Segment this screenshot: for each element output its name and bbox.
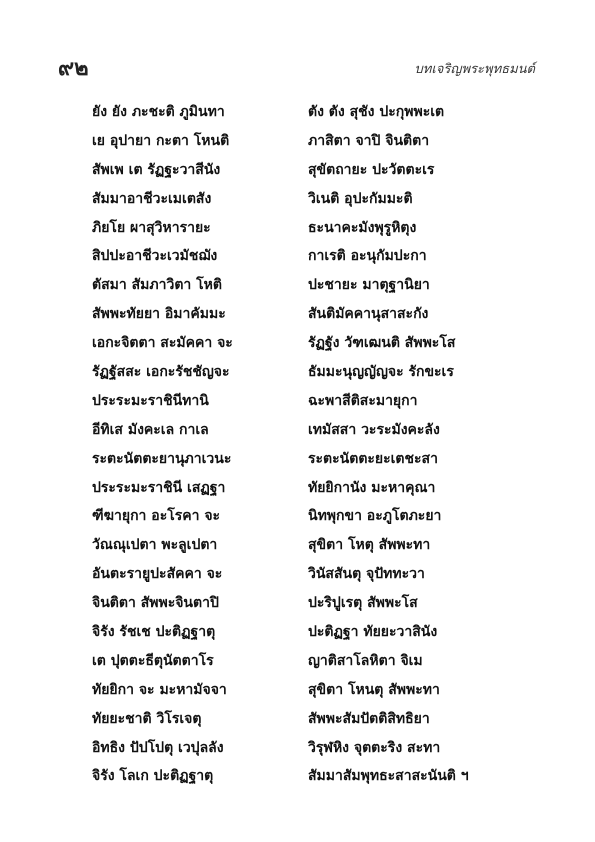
verse-line: ระตะนัตตะยานุภาเวนะ — [92, 450, 232, 467]
verse-line: ทัยยะชาติ วิโรเจตุ — [92, 710, 202, 727]
verse-line: ภิยโย ผาสุวิหารายะ — [92, 219, 211, 236]
verse-line: ตัสมา สัมภาวิตา โหติ — [92, 277, 222, 294]
verse-line: เต ปุตตะธีตุนัตตาโร — [92, 652, 214, 669]
verse-line: ฉะพาสีติสะมายุกา — [308, 392, 418, 409]
running-header: บทเจริญพระพุทธมนต์ — [414, 62, 535, 77]
verse-line: สัพพะทัยยา อิมาคัมมะ — [92, 306, 226, 323]
verse-line: สัพพะสัมปัตติสิทธิยา — [308, 710, 430, 727]
verse-line: อีทิเส มังคะเล กาเล — [92, 421, 209, 438]
verse-line: ปะชายะ มาตุฐานิยา — [308, 277, 430, 294]
verse-line: จินติตา สัพพะจินตาปิ — [92, 595, 219, 612]
verse-line: จิรัง โลเก ปะติฏฐาตุ — [92, 768, 214, 785]
verse-line: ภาสิตา จาปิ จินติตา — [308, 132, 430, 149]
verse-line: เทมัสสา วะระมังคะลัง — [308, 421, 440, 438]
verse-line: สิปปะอาชีวะเวมัชฌัง — [92, 248, 218, 265]
verse-line: วัณณุเปตา พะลูเปตา — [92, 537, 218, 554]
verse-line: ปะริปูเรตุ สัพพะโส — [308, 595, 418, 612]
verse-line: วินัสสันตุ จุปัททะวา — [308, 566, 425, 583]
verse-line: รัฏฐัสสะ เอกะรัชชัญจะ — [92, 364, 230, 381]
verse-line: ประระมะราชินี เสฏฐา — [92, 479, 226, 496]
verse-line: อิทธิง ปัปโปตุ เวปุลลัง — [92, 739, 224, 756]
verse-line: กาเรติ อะนุกัมปะกา — [308, 248, 427, 265]
page-number: ๙๒ — [58, 56, 89, 81]
verse-line: ตัง ตัง สุชัง ปะกุพพะเต — [308, 104, 445, 120]
verse-line: ทัยยิกานัง มะหาคุณา — [308, 479, 436, 496]
verse-line: รัฏฐัง วัฑเฒนติ สัพพะโส — [308, 335, 456, 352]
verse-line: วิรุฬหิง จุตตะริง สะทา — [308, 739, 441, 756]
verse-line: ปะติฏฐา ทัยยะวาสินัง — [308, 624, 438, 641]
verse-line: ญาติสาโลหิตา จิเม — [308, 652, 423, 669]
verse-line: นิทพุกขา อะภูโตภะยา — [308, 508, 442, 525]
verse-line: ประระมะราชินีทานิ — [92, 392, 209, 409]
verse-line: เย อุปายา กะตา โหนติ — [92, 132, 230, 149]
verse-line: สัมมาอาชีวะเมเตสัง — [92, 190, 212, 207]
verse-line: อันตะรายูปะสัคคา จะ — [92, 566, 223, 583]
verse-line: ระตะนัตตะยะเตชะสา — [308, 450, 438, 467]
verse-line: ธะนาคะมังพุรูหิตุง — [308, 219, 417, 236]
verse-line: ธัมมะนุญญัญจะ รักขะเร — [308, 364, 454, 381]
verse-column-left — [92, 98, 302, 791]
verse-line: สุขิตา โหนตุ สัพพะทา — [308, 681, 440, 698]
verse-line: จิรัง รัชเช ปะติฏฐาตุ — [92, 624, 216, 641]
verse-line: สัมมาสัมพุทธะสาสะนันติ ฯ — [308, 768, 469, 785]
verse-line: สัพเพ เต รัฏฐะวาสีนัง — [92, 161, 221, 178]
verse-line: วิเนติ อุปะกัมมะติ — [308, 190, 413, 207]
verse-line: เอกะจิตตา สะมัคคา จะ — [92, 335, 233, 352]
verse-column-right — [308, 98, 538, 791]
verse-line: สันติมัคคานุสาสะกัง — [308, 306, 429, 323]
verse-line: ยัง ยัง ภะชะติ ภูมินทา — [92, 104, 225, 120]
verse-line: สุขิตา โหตุ สัพพะทา — [308, 537, 431, 554]
verse-line: ฑีฆายุกา อะโรคา จะ — [92, 508, 221, 525]
verse-line: สุขัตถายะ ปะวัตตะเร — [308, 161, 435, 178]
verse-line: ทัยยิกา จะ มะหามัจจา — [92, 681, 227, 698]
